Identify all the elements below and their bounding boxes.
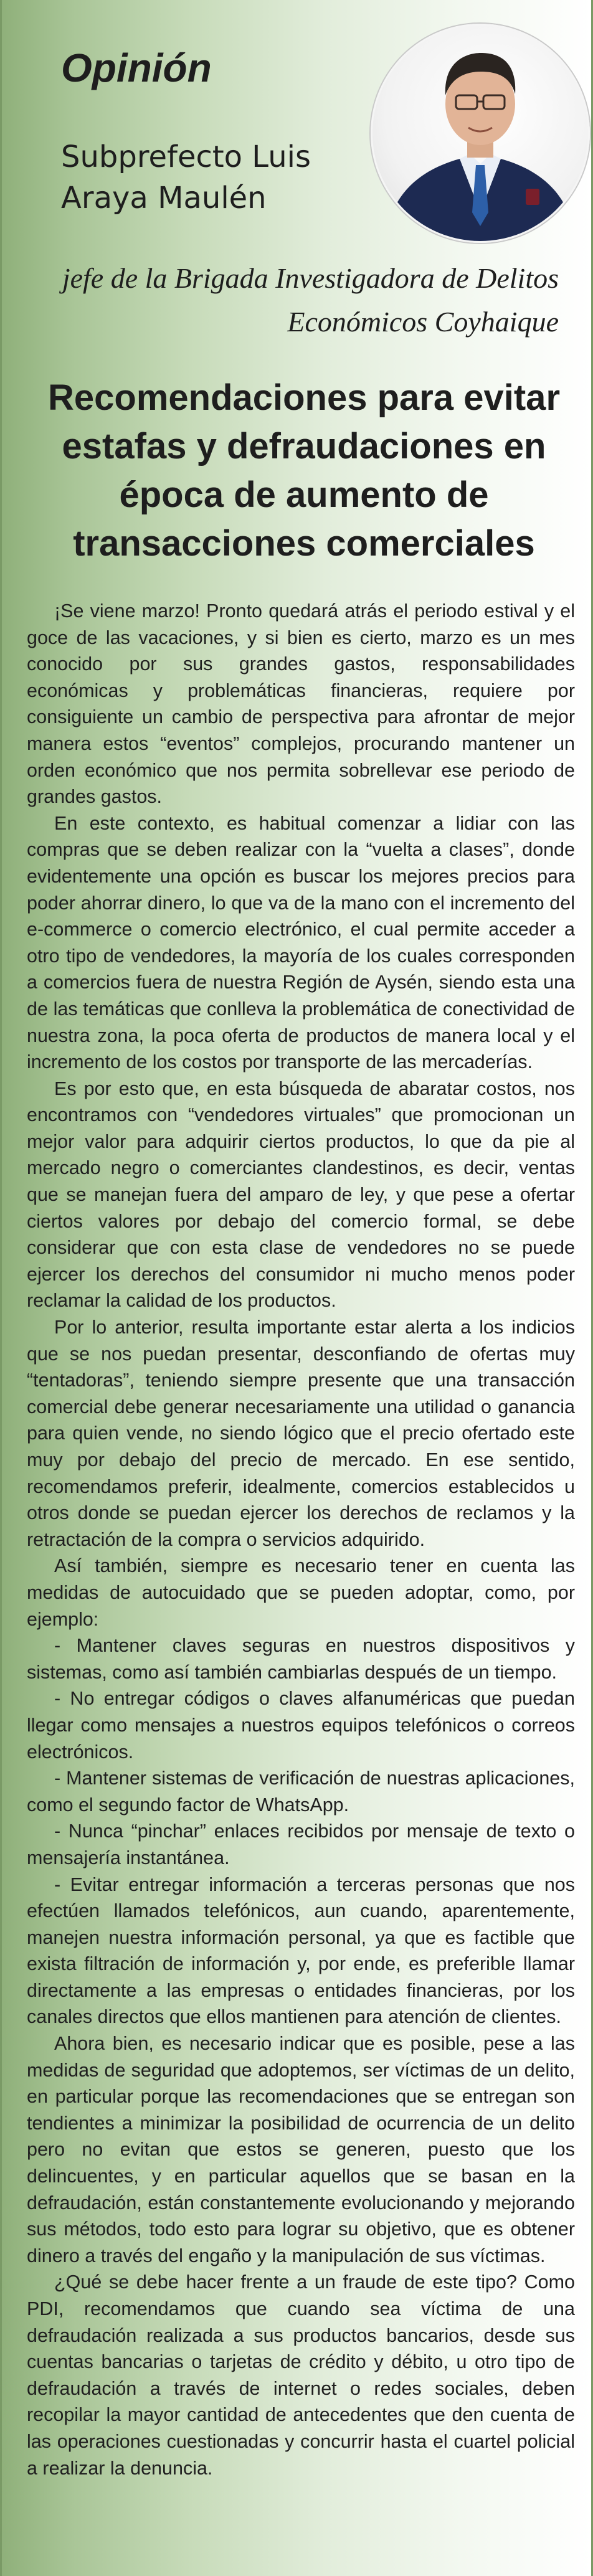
list-item: - Evitar entregar información a terceras personas que nos efectúen llamados telefónicos, aun cuando, aparentemente, manejen nuestra información personal, ya que es factible que exista filtración de información y, por ende, es preferible llamar directamente a las empresas o entidades financieras, por los canales directos que ellos mantienen para atención de clientes.: [27, 1873, 575, 2028]
list-item: - Nunca “pinchar” enlaces recibidos por mensaje de texto o mensajería instantánea.: [27, 1821, 575, 1868]
author-name-line1: Subprefecto Luis: [61, 140, 311, 174]
body-paragraph: ¿Qué se debe hacer frente a un fraude de este tipo? Como PDI, recomendamos que cuando sea víctima de una defraudación realizada a sus productos bancarios, desde sus cuentas bancarias o tarjetas de crédito y débito, u otro tipo de defraudación a través de internet o redes sociales, deben recopilar la mayor cantidad de antecedentes que den cuenta de las operaciones cuestionadas y concurrir hasta el cuartel policial a realizar la denuncia.: [27, 2271, 575, 2479]
body-paragraph: ¡Se viene marzo! Pronto quedará atrás el periodo estival y el goce de las vacaciones, y si bien es cierto, marzo es un mes conocido por sus grandes gastos, responsabilidades económicas y problemáticas financieras, requiere por consiguiente un cambio de perspectiva para afrontar de mejor manera estos “eventos” complejos, procurando mantener un orden económico que nos permita sobrellevar ese periodo de grandes gastos.: [27, 600, 575, 808]
list-item: - No entregar códigos o claves alfanuméricas que puedan llegar como mensajes a nuestros equipos telefónicos o correos electrónicos.: [27, 1688, 575, 1763]
body-paragraph: Ahora bien, es necesario indicar que es posible, pese a las medidas de seguridad que adoptemos, ser víctimas de un delito, en particular porque las recomendaciones que se entregan son tendientes a minimizar la posibilidad de ocurrencia de un delito pero no evitan que estos se generen, puesto que los delincuentes, y en particular aquellos que se basan en la defraudación, están constantemente evolucionando y mejorando sus métodos, todo esto para lograr su objetivo, que es obtener dinero a través del engaño y la manipulación de sus víctimas.: [27, 2033, 575, 2266]
list-item: - Mantener sistemas de verificación de nuestras aplicaciones, como el segundo factor de WhatsApp.: [27, 1768, 575, 1816]
article-headline: Recomendaciones para evitar estafas y defraudaciones en época de aumento de transacciones comerciales: [47, 377, 561, 564]
author-role-line1: jefe de la Brigada Investigadora de Delitos: [62, 262, 559, 294]
column-header: [2, 0, 591, 243]
section-title: Opinión: [61, 45, 212, 90]
author-photo: [371, 24, 590, 243]
body-paragraph: Por lo anterior, resulta importante estar alerta a los indicios que se nos puedan presentar, desconfiando de ofertas muy “tentadoras”, teniendo siempre presente que una transacción comercial debe generar necesariamente una utilidad o ganancia para quien vende, no siendo lógico que el precio ofertado este muy por debajo del precio de mercado. En ese sentido, recomendamos preferir, idealmente, comercios establecidos u otros donde se puedan ejercer los derechos de reclamos y la retractación de la compra o servicios adquirido.: [27, 1317, 575, 1550]
body-paragraph: Es por esto que, en esta búsqueda de abaratar costos, nos encontramos con “vendedores virtuales” que promocionan un mejor valor para adquirir ciertos productos, lo que da pie al mercado negro o comerciantes clandestinos, es decir, ventas que se manejan fuera del amparo de ley, y que pese a ofertar ciertos valores por debajo del comercio formal, se debe considerar que con esta clase de vendedores no se puede ejercer los derechos del consumidor ni mucho menos poder reclamar la calidad de los productos.: [27, 1077, 575, 1312]
author-name-line2: Araya Maulén: [61, 181, 267, 215]
article-body: [27, 598, 575, 2481]
author-portrait-icon: [372, 26, 588, 241]
body-paragraph: Así también, siempre es necesario tener en cuenta las medidas de autocuidado que se pueden adoptar, como, por ejemplo:: [27, 1555, 575, 1630]
body-paragraph: En este contexto, es habitual comenzar a lidiar con las compras que se deben realizar con la “vuelta a clases”, donde evidentemente una opción es buscar los mejores precios para poder ahorrar dinero, lo que va de la mano con el incremento del e-commerce o comercio electrónico, el cual permite acceder a otro tipo de vendedores, la mayoría de los cuales corresponden a comercios fuera de nuestra Región de Aysén, siendo esta una de las temáticas que conlleva la problemática de conectividad de nuestra zona, la poca oferta de productos de manera local y el incremento de los costos por transporte de las mercaderías.: [27, 812, 575, 1073]
author-role-line2: Económicos Coyhaique: [287, 306, 559, 338]
list-item: - Mantener claves seguras en nuestros dispositivos y sistemas, como así también cambiarlas después de un tiempo.: [27, 1635, 575, 1683]
